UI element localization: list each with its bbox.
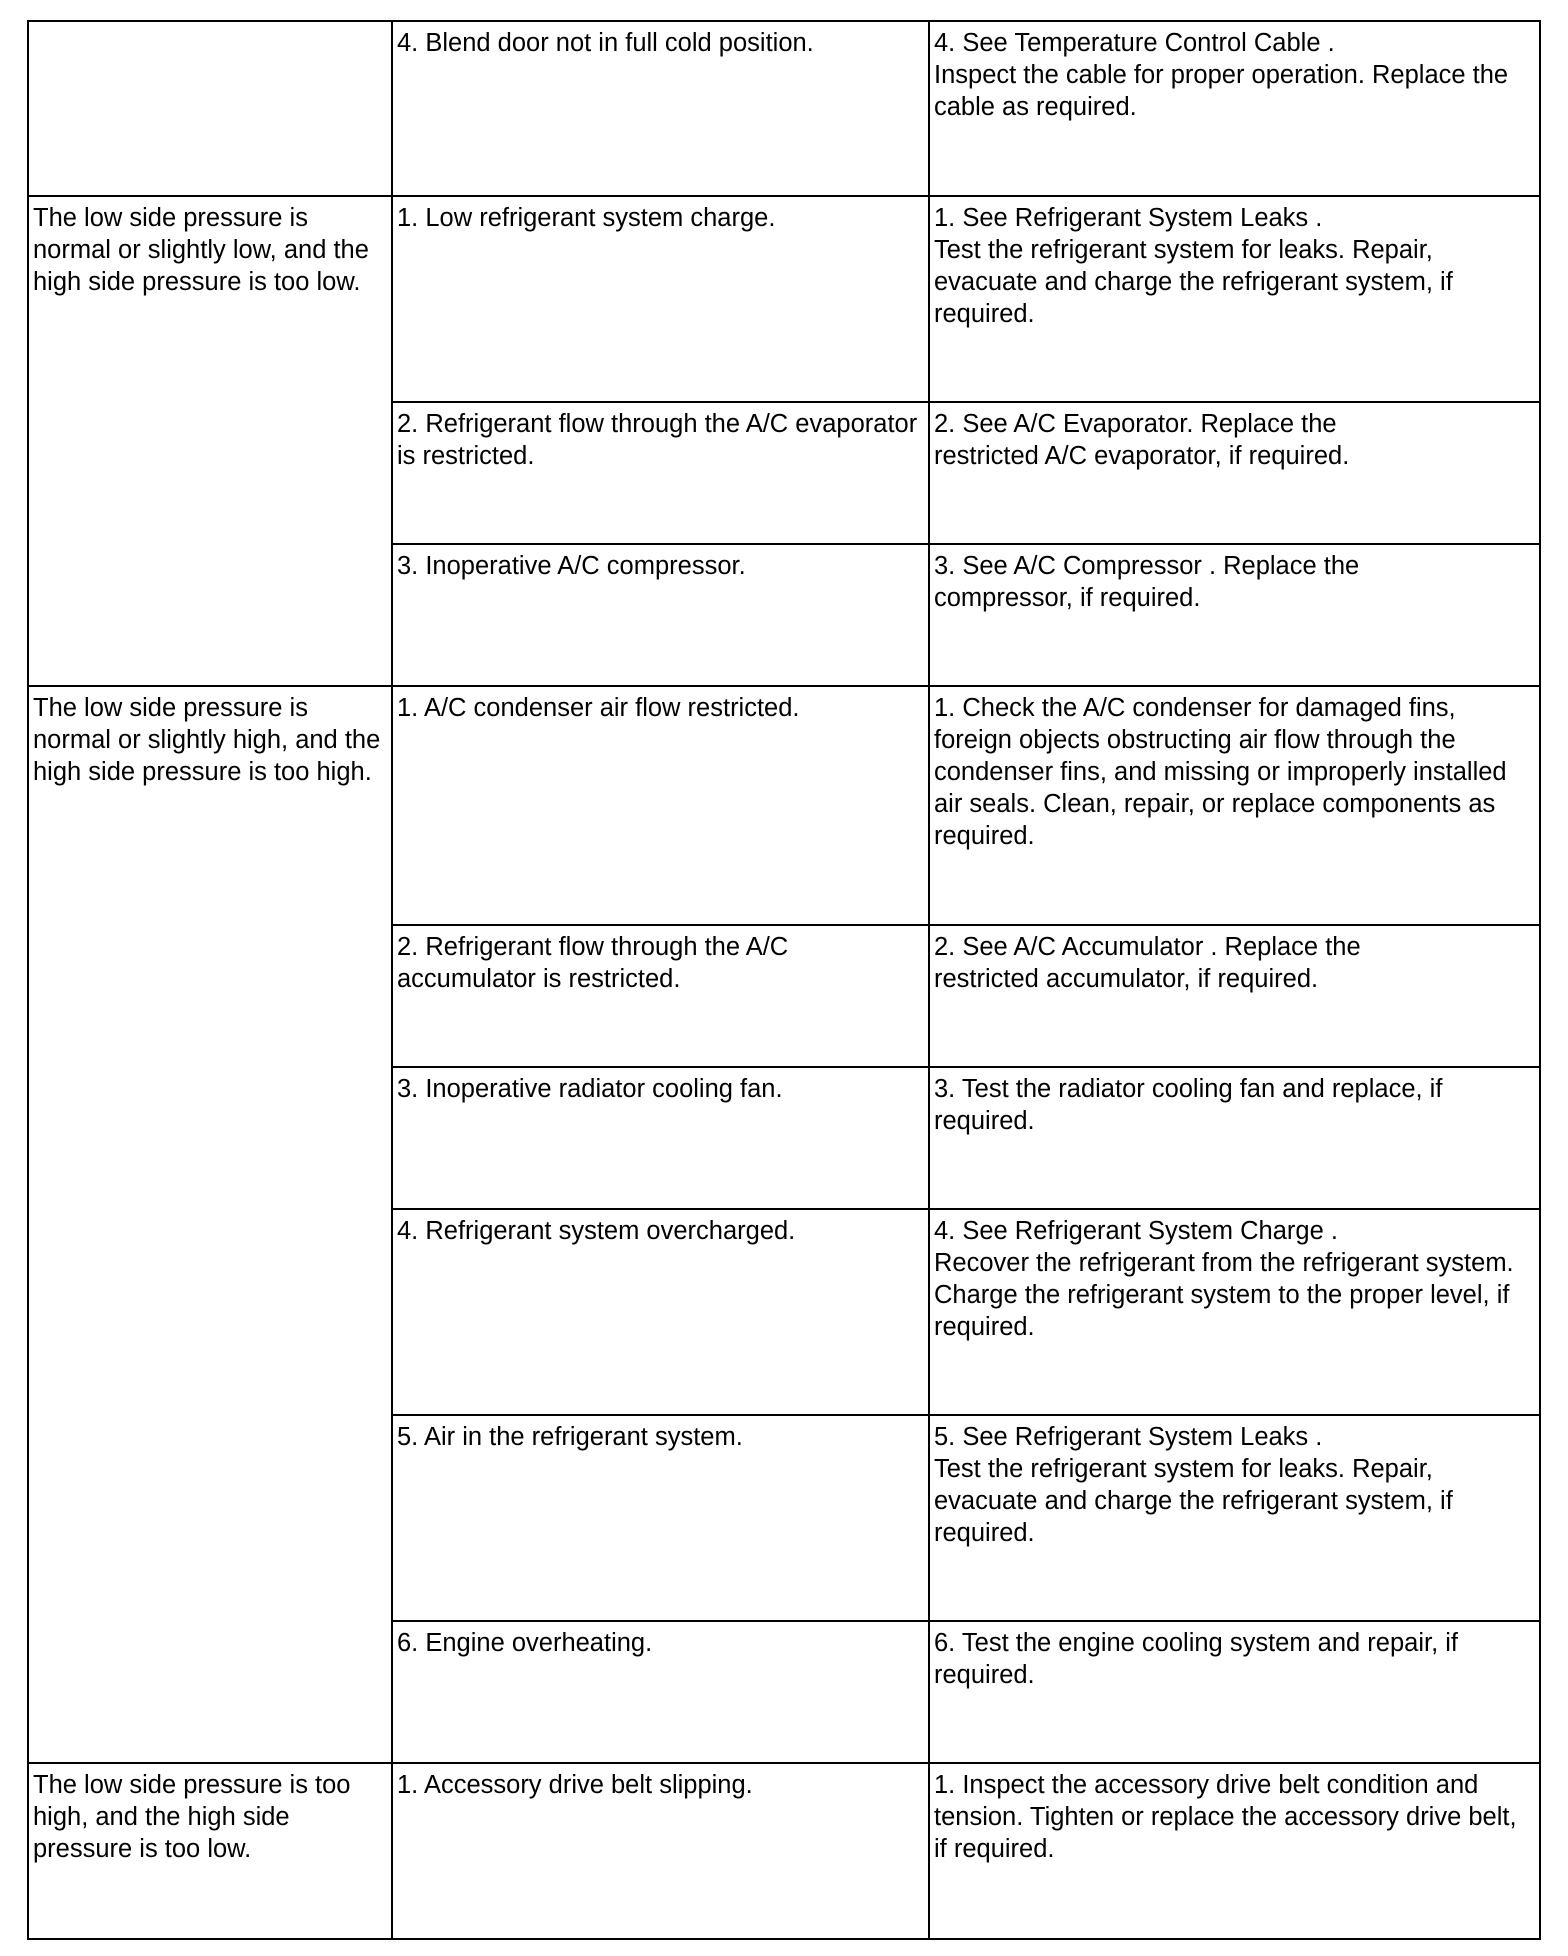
condition-cell: The low side pressure is too high, and the high side pressure is too low. bbox=[28, 1763, 392, 1939]
action-cell: 2. See A/C Accumulator . Replace the restricted accumulator, if required. bbox=[929, 925, 1540, 1067]
table-row bbox=[28, 196, 1540, 402]
action-cell: 5. See Refrigerant System Leaks . Test the refrigerant system for leaks. Repair, evacuate and charge the refrigerant system, if required. bbox=[929, 1415, 1540, 1621]
action-cell: 2. See A/C Evaporator. Replace the restricted A/C evaporator, if required. bbox=[929, 402, 1540, 544]
action-cell: 1. Check the A/C condenser for damaged fins, foreign objects obstructing air flow through the condenser fins, and missing or improperly installed air seals. Clean, repair, or replace components as required. bbox=[929, 686, 1540, 925]
cause-cell: 1. Accessory drive belt slipping. bbox=[392, 1763, 929, 1939]
condition-cell: The low side pressure is normal or slightly low, and the high side pressure is too low. bbox=[28, 196, 392, 686]
diagnostic-table bbox=[27, 20, 1541, 1940]
action-cell: 4. See Temperature Control Cable . Inspect the cable for proper operation. Replace the cable as required. bbox=[929, 21, 1540, 196]
table-row bbox=[28, 1763, 1540, 1939]
action-cell: 4. See Refrigerant System Charge . Recover the refrigerant from the refrigerant system. Charge the refrigerant system to the proper level, if required. bbox=[929, 1209, 1540, 1415]
cause-cell: 1. A/C condenser air flow restricted. bbox=[392, 686, 929, 925]
cause-cell: 2. Refrigerant flow through the A/C evaporator is restricted. bbox=[392, 402, 929, 544]
cause-cell: 4. Blend door not in full cold position. bbox=[392, 21, 929, 196]
cause-cell: 6. Engine overheating. bbox=[392, 1621, 929, 1763]
table-row bbox=[28, 686, 1540, 925]
action-cell: 1. See Refrigerant System Leaks . Test the refrigerant system for leaks. Repair, evacuate and charge the refrigerant system, if required. bbox=[929, 196, 1540, 402]
action-cell: 3. See A/C Compressor . Replace the compressor, if required. bbox=[929, 544, 1540, 686]
action-cell: 1. Inspect the accessory drive belt condition and tension. Tighten or replace the accessory drive belt, if required. bbox=[929, 1763, 1540, 1939]
cause-cell: 1. Low refrigerant system charge. bbox=[392, 196, 929, 402]
cause-cell: 4. Refrigerant system overcharged. bbox=[392, 1209, 929, 1415]
cause-cell: 2. Refrigerant flow through the A/C accumulator is restricted. bbox=[392, 925, 929, 1067]
cause-cell: 5. Air in the refrigerant system. bbox=[392, 1415, 929, 1621]
action-cell: 6. Test the engine cooling system and repair, if required. bbox=[929, 1621, 1540, 1763]
table-row bbox=[28, 21, 1540, 196]
condition-cell bbox=[28, 21, 392, 196]
condition-cell: The low side pressure is normal or slightly high, and the high side pressure is too high. bbox=[28, 686, 392, 1763]
cause-cell: 3. Inoperative A/C compressor. bbox=[392, 544, 929, 686]
cause-cell: 3. Inoperative radiator cooling fan. bbox=[392, 1067, 929, 1209]
action-cell: 3. Test the radiator cooling fan and replace, if required. bbox=[929, 1067, 1540, 1209]
